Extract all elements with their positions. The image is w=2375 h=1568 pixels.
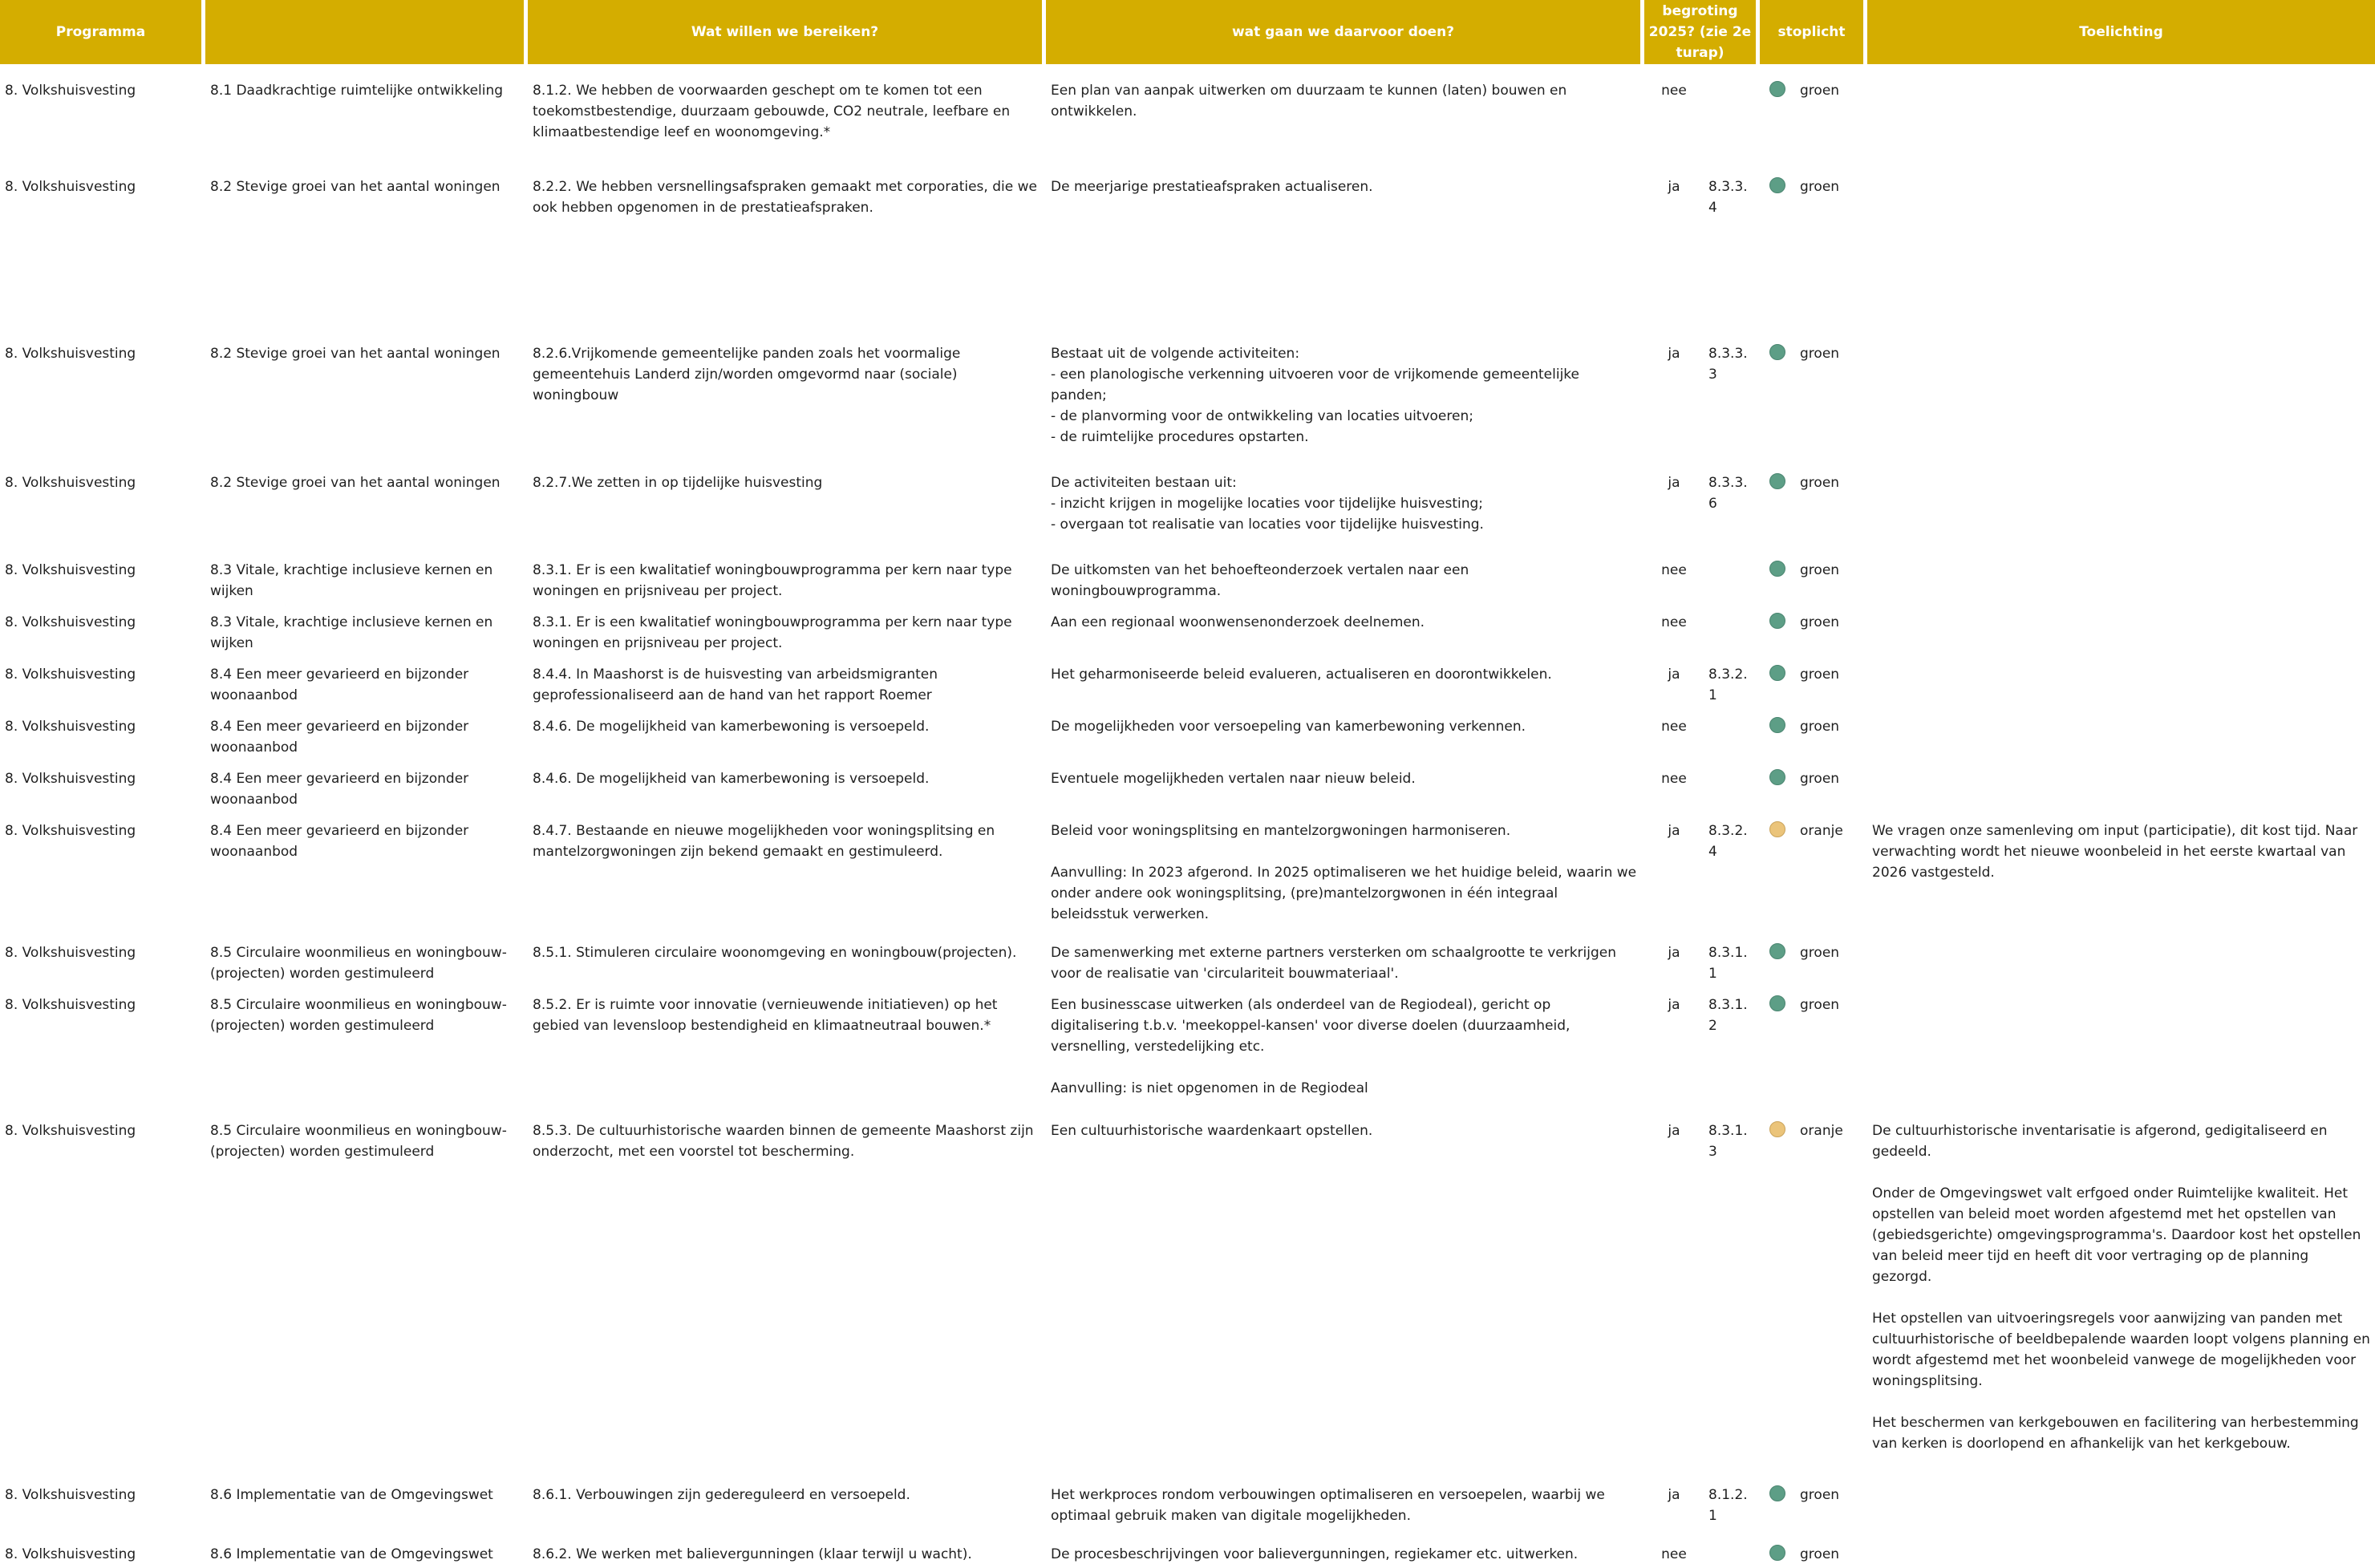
status-label: groen (1800, 83, 1840, 99)
programma-cell: 8. Volkshuisvesting (5, 562, 136, 578)
begroting-cell: ja (1668, 1487, 1680, 1503)
toelichting-cell (1867, 932, 2375, 984)
status-label: groen (1800, 1546, 1840, 1562)
bereiken-cell: 8.4.6. De mogelijkheid van kamerbewoning is versoepeld. (533, 771, 930, 787)
referentie-cell (1704, 64, 1760, 160)
table-row (0, 1474, 2375, 1534)
doen-cell: Een plan van aanpak uitwerken om duurzaam te kunnen (laten) bouwen en ontwikkelen. (1051, 83, 1567, 120)
programma-cell: 8. Volkshuisvesting (5, 771, 136, 787)
referentie-cell: 8.3.2.4 (1708, 823, 1748, 860)
programma-cell: 8. Volkshuisvesting (5, 667, 136, 683)
status-dot-icon (1769, 1485, 1785, 1501)
table-row (0, 654, 2375, 706)
begroting-cell: nee (1661, 614, 1687, 630)
referentie-cell: 8.3.1.1 (1708, 945, 1748, 982)
toelichting-cell (1867, 758, 2375, 810)
referentie-cell (1704, 1534, 1760, 1568)
doen-cell: Het geharmoniseerde beleid evalueren, actualiseren en doorontwikkelen. (1051, 667, 1552, 683)
stoplicht-cell (1760, 64, 1867, 160)
table-row (0, 456, 2375, 549)
doen-cell: Een businesscase uitwerken (als onderdeel van de Regiodeal), gericht op digitalisering t.b.v. 'meekoppel-kansen' voor diverse doelen (duurzaamheid, versnelling, verstedelijking etc. Aanvulling: is niet opgenomen in de Regiodeal (1051, 997, 1570, 1096)
table-row (0, 932, 2375, 984)
status-dot-icon (1769, 81, 1785, 97)
doen-cell: Beleid voor woningsplitsing en mantelzorgwoningen harmoniseren. Aanvulling: In 2023 afgerond. In 2025 optimaliseren we het huidige beleid, waarin we onder andere ook woningsplitsing, (pre)mantelzorgwonen in één integraal beleidsstuk verwerken. (1051, 823, 1637, 922)
doel-cell: 8.3 Vitale, krachtige inclusieve kernen en wijken (210, 562, 493, 599)
begroting-cell: nee (1661, 719, 1687, 735)
status-dot-icon (1769, 943, 1785, 959)
header-bereiken: Wat willen we bereiken? (528, 0, 1046, 64)
bereiken-cell: 8.5.2. Er is ruimte voor innovatie (vernieuwende initiatieven) op het gebied van levensloop bestendigheid en klimaatneutraal bouwen.* (533, 997, 998, 1034)
stoplicht-cell (1760, 456, 1867, 549)
toelichting-cell (1867, 984, 2375, 1110)
table-row (0, 1534, 2375, 1568)
bereiken-cell: 8.4.4. In Maashorst is de huisvesting van arbeidsmigranten geprofessionaliseerd aan de hand van het rapport Roemer (533, 667, 938, 703)
bereiken-cell: 8.6.1. Verbouwingen zijn gedereguleerd en versoepeld. (533, 1487, 910, 1503)
begroting-cell: ja (1668, 475, 1680, 491)
programma-cell: 8. Volkshuisvesting (5, 83, 136, 99)
status-dot-icon (1769, 821, 1785, 837)
doen-cell: De samenwerking met externe partners versterken om schaalgrootte te verkrijgen voor de realisatie van 'circulariteit bouwmateriaal'. (1051, 945, 1617, 982)
toelichting-cell (1867, 549, 2375, 602)
doen-cell: Bestaat uit de volgende activiteiten: - een planologische verkenning uitvoeren voor de vrijkomende gemeentelijke panden; - de planvorming voor de ontwikkeling van locaties uitvoeren; - de ruimtelijke procedures opstarten. (1051, 346, 1579, 445)
bereiken-cell: 8.2.7.We zetten in op tijdelijke huisvesting (533, 475, 823, 491)
stoplicht-cell (1760, 160, 1867, 327)
toelichting-cell (1867, 602, 2375, 654)
programma-cell: 8. Volkshuisvesting (5, 614, 136, 630)
bereiken-cell: 8.3.1. Er is een kwalitatief woningbouwprogramma per kern naar type woningen en prijsniveau per project. (533, 562, 1012, 599)
status-label: oranje (1800, 823, 1843, 839)
begroting-cell: ja (1668, 346, 1680, 362)
stoplicht-cell (1760, 810, 1867, 932)
header-toelichting: Toelichting (1867, 0, 2375, 64)
status-label: groen (1800, 771, 1840, 787)
status-dot-icon (1769, 561, 1785, 577)
stoplicht-cell (1760, 602, 1867, 654)
doel-cell: 8.2 Stevige groei van het aantal woningen (210, 346, 501, 362)
table-row (0, 758, 2375, 810)
table-row (0, 602, 2375, 654)
status-dot-icon (1769, 344, 1785, 360)
doen-cell: De meerjarige prestatieafspraken actualiseren. (1051, 179, 1373, 195)
doel-cell: 8.2 Stevige groei van het aantal woningen (210, 179, 501, 195)
doel-cell: 8.4 Een meer gevarieerd en bijzonder woonaanbod (210, 719, 469, 756)
status-label: groen (1800, 179, 1840, 195)
doen-cell: De mogelijkheden voor versoepeling van kamerbewoning verkennen. (1051, 719, 1526, 735)
table-row (0, 160, 2375, 327)
begroting-cell: ja (1668, 667, 1680, 683)
referentie-cell (1704, 549, 1760, 602)
toelichting-cell (1867, 706, 2375, 758)
toelichting-cell: We vragen onze samenleving om input (participatie), dit kost tijd. Naar verwachting wordt het nieuwe woonbeleid in het eerste kwartaal van 2026 vastgesteld. (1872, 823, 2358, 881)
status-label: groen (1800, 945, 1840, 961)
header-begroting: begroting 2025? (zie 2e turap) (1644, 0, 1760, 64)
table-row (0, 810, 2375, 932)
programma-cell: 8. Volkshuisvesting (5, 1123, 136, 1139)
stoplicht-cell (1760, 1474, 1867, 1534)
status-dot-icon (1769, 769, 1785, 785)
referentie-cell: 8.3.1.3 (1708, 1123, 1748, 1160)
stoplicht-cell (1760, 1534, 1867, 1568)
referentie-cell (1704, 758, 1760, 810)
stoplicht-cell (1760, 327, 1867, 456)
table-row (0, 327, 2375, 456)
stoplicht-cell (1760, 654, 1867, 706)
bereiken-cell: 8.1.2. We hebben de voorwaarden geschept om te komen tot een toekomstbestendige, duurzaam gebouwde, CO2 neutrale, leefbare en klimaatbestendige leef en woonomgeving.* (533, 83, 1011, 140)
doen-cell: De uitkomsten van het behoefteonderzoek vertalen naar een woningbouwprogramma. (1051, 562, 1469, 599)
table-row (0, 1110, 2375, 1474)
status-dot-icon (1769, 995, 1785, 1011)
doel-cell: 8.4 Een meer gevarieerd en bijzonder woonaanbod (210, 667, 469, 703)
referentie-cell: 8.3.2.1 (1708, 667, 1748, 703)
doel-cell: 8.3 Vitale, krachtige inclusieve kernen en wijken (210, 614, 493, 651)
table-row (0, 549, 2375, 602)
status-dot-icon (1769, 613, 1785, 629)
bereiken-cell: 8.2.6.Vrijkomende gemeentelijke panden zoals het voormalige gemeentehuis Landerd zijn/worden omgevormd naar (sociale) woningbouw (533, 346, 961, 403)
status-label: groen (1800, 997, 1840, 1013)
status-dot-icon (1769, 665, 1785, 681)
bereiken-cell: 8.4.7. Bestaande en nieuwe mogelijkheden voor woningsplitsing en mantelzorgwoningen zijn bekend gemaakt en gestimuleerd. (533, 823, 995, 860)
stoplicht-cell (1760, 1110, 1867, 1474)
status-label: groen (1800, 1487, 1840, 1503)
status-dot-icon (1769, 473, 1785, 489)
programma-cell: 8. Volkshuisvesting (5, 997, 136, 1013)
doel-cell: 8.5 Circulaire woonmilieus en woningbouw-(projecten) worden gestimuleerd (210, 945, 507, 982)
status-dot-icon (1769, 177, 1785, 193)
doel-cell: 8.2 Stevige groei van het aantal woningen (210, 475, 501, 491)
header-row (0, 0, 2375, 64)
toelichting-cell (1867, 456, 2375, 549)
status-dot-icon (1769, 1121, 1785, 1137)
status-label: groen (1800, 475, 1840, 491)
programma-cell: 8. Volkshuisvesting (5, 823, 136, 839)
doel-cell: 8.5 Circulaire woonmilieus en woningbouw-(projecten) worden gestimuleerd (210, 1123, 507, 1160)
header-doen: wat gaan we daarvoor doen? (1046, 0, 1644, 64)
table-row (0, 64, 2375, 160)
doel-cell: 8.4 Een meer gevarieerd en bijzonder woonaanbod (210, 771, 469, 808)
doel-cell: 8.5 Circulaire woonmilieus en woningbouw-(projecten) worden gestimuleerd (210, 997, 507, 1034)
doel-cell: 8.1 Daadkrachtige ruimtelijke ontwikkeling (210, 83, 504, 99)
toelichting-cell (1867, 654, 2375, 706)
status-label: groen (1800, 614, 1840, 630)
table-row (0, 984, 2375, 1110)
programma-cell: 8. Volkshuisvesting (5, 1487, 136, 1503)
doen-cell: Eventuele mogelijkheden vertalen naar nieuw beleid. (1051, 771, 1416, 787)
programma-cell: 8. Volkshuisvesting (5, 1546, 136, 1562)
referentie-cell: 8.3.3.6 (1708, 475, 1748, 512)
doen-cell: Het werkproces rondom verbouwingen optimaliseren en versoepelen, waarbij we optimaal gebruik maken van digitale mogelijkheden. (1051, 1487, 1605, 1524)
toelichting-cell (1867, 327, 2375, 456)
doel-cell: 8.4 Een meer gevarieerd en bijzonder woonaanbod (210, 823, 469, 860)
begroting-cell: ja (1668, 945, 1680, 961)
status-label: groen (1800, 719, 1840, 735)
status-label: oranje (1800, 1123, 1843, 1139)
bereiken-cell: 8.5.1. Stimuleren circulaire woonomgeving en woningbouw(projecten). (533, 945, 1017, 961)
toelichting-cell (1867, 1534, 2375, 1568)
doen-cell: Aan een regionaal woonwensenonderzoek deelnemen. (1051, 614, 1425, 630)
header-programma: Programma (0, 0, 205, 64)
bereiken-cell: 8.4.6. De mogelijkheid van kamerbewoning is versoepeld. (533, 719, 930, 735)
begroting-cell: ja (1668, 1123, 1680, 1139)
stoplicht-cell (1760, 932, 1867, 984)
bereiken-cell: 8.2.2. We hebben versnellingsafspraken gemaakt met corporaties, die we ook hebben opgenomen in de prestatieafspraken. (533, 179, 1037, 216)
stoplicht-cell (1760, 549, 1867, 602)
toelichting-cell (1867, 64, 2375, 160)
doen-cell: Een cultuurhistorische waardenkaart opstellen. (1051, 1123, 1373, 1139)
status-label: groen (1800, 667, 1840, 683)
toelichting-cell: De cultuurhistorische inventarisatie is afgerond, gedigitaliseerd en gedeeld. Onder de Omgevingswet valt erfgoed onder Ruimtelijke kwaliteit. Het opstellen van beleid moet worden afgestemd met het opstellen van (gebiedsgerichte) omgevingsprogramma's. Daardoor kost het opstellen van beleid meer tijd en heeft dit voor vertraging op de planning gezorgd. Het opstellen van uitvoeringsregels voor aanwijzing van panden met cultuurhistorische of beeldbepalende waarden loopt volgens planning en wordt afgestemd met het woonbeleid vanwege de mogelijkheden voor woningsplitsing. Het beschermen van kerkgebouwen en facilitering van herbestemming van kerken is doorlopend en afhankelijk van het kerkgebouw. (1872, 1123, 2370, 1452)
doen-cell: De procesbeschrijvingen voor balievergunningen, regiekamer etc. uitwerken. (1051, 1546, 1579, 1562)
referentie-cell: 8.3.1.2 (1708, 997, 1748, 1034)
status-label: groen (1800, 346, 1840, 362)
programma-cell: 8. Volkshuisvesting (5, 346, 136, 362)
bereiken-cell: 8.3.1. Er is een kwalitatief woningbouwprogramma per kern naar type woningen en prijsniveau per project. (533, 614, 1012, 651)
toelichting-cell (1867, 160, 2375, 327)
stoplicht-cell (1760, 984, 1867, 1110)
programma-cell: 8. Volkshuisvesting (5, 945, 136, 961)
begroting-cell: ja (1668, 997, 1680, 1013)
table-body (0, 64, 2375, 1568)
referentie-cell: 8.3.3.3 (1708, 346, 1748, 383)
header-stoplicht: stoplicht (1760, 0, 1867, 64)
referentie-cell (1704, 602, 1760, 654)
begroting-cell: ja (1668, 179, 1680, 195)
referentie-cell: 8.3.3.4 (1708, 179, 1748, 216)
table-row (0, 706, 2375, 758)
begroting-cell: nee (1661, 1546, 1687, 1562)
begroting-cell: ja (1668, 823, 1680, 839)
stoplicht-cell (1760, 706, 1867, 758)
programma-cell: 8. Volkshuisvesting (5, 475, 136, 491)
toelichting-cell (1867, 1474, 2375, 1534)
programma-cell: 8. Volkshuisvesting (5, 719, 136, 735)
referentie-cell (1704, 706, 1760, 758)
begroting-cell: nee (1661, 771, 1687, 787)
status-dot-icon (1769, 1545, 1785, 1561)
bereiken-cell: 8.6.2. We werken met balievergunningen (klaar terwijl u wacht). (533, 1546, 972, 1562)
doen-cell: De activiteiten bestaan uit: - inzicht krijgen in mogelijke locaties voor tijdelijke huisvesting; - overgaan tot realisatie van locaties voor tijdelijke huisvesting. (1051, 475, 1484, 533)
bereiken-cell: 8.5.3. De cultuurhistorische waarden binnen de gemeente Maashorst zijn onderzocht, met een voorstel tot bescherming. (533, 1123, 1034, 1160)
begroting-cell: nee (1661, 83, 1687, 99)
referentie-cell: 8.1.2.1 (1708, 1487, 1748, 1524)
status-dot-icon (1769, 717, 1785, 733)
programma-cell: 8. Volkshuisvesting (5, 179, 136, 195)
doel-cell: 8.6 Implementatie van de Omgevingswet (210, 1546, 493, 1562)
begroting-cell: nee (1661, 562, 1687, 578)
doel-cell: 8.6 Implementatie van de Omgevingswet (210, 1487, 493, 1503)
stoplicht-cell (1760, 758, 1867, 810)
header-doel (205, 0, 528, 64)
status-label: groen (1800, 562, 1840, 578)
